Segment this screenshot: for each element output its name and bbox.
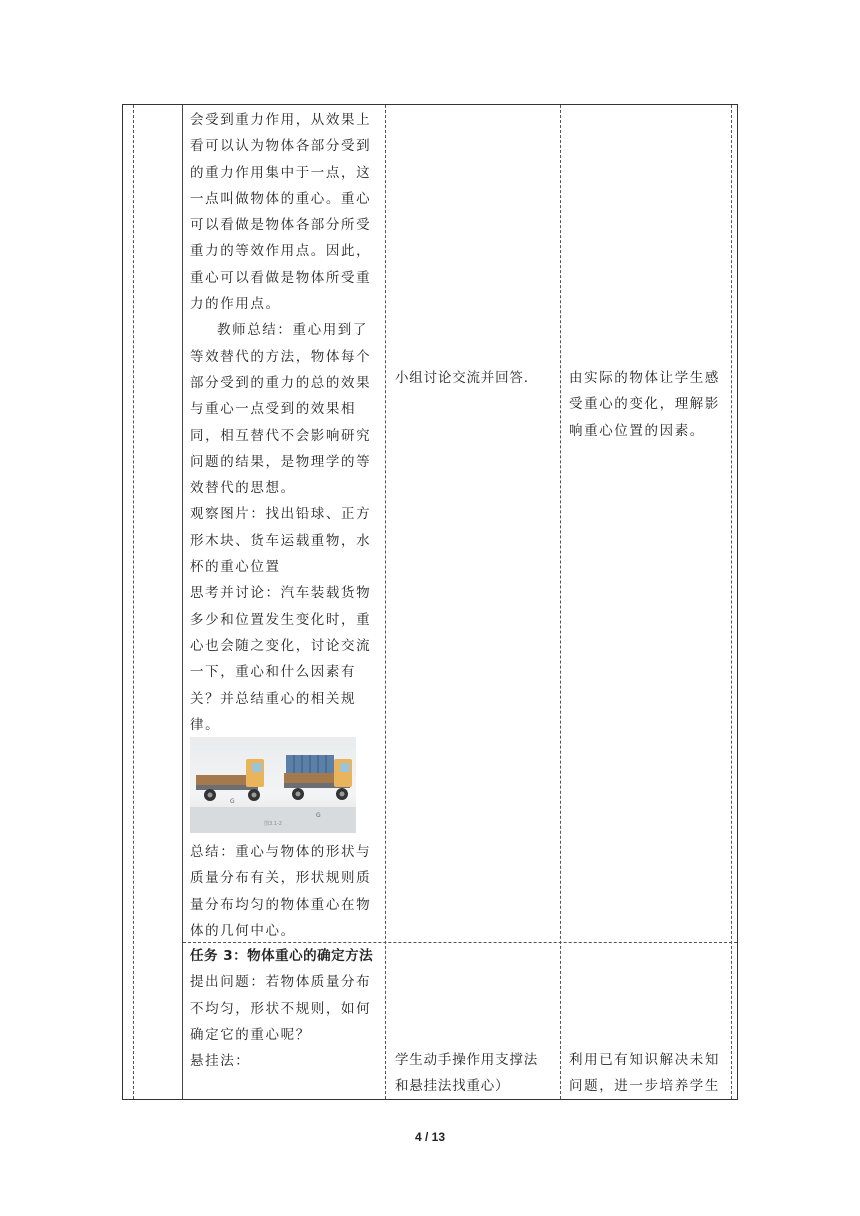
text-line: 心也会随之变化，讨论交流 — [190, 637, 372, 654]
text-line: 与重心一点受到的效果相 — [190, 401, 357, 418]
svg-text:G: G — [230, 798, 235, 805]
text-line: 不均匀，形状不规则，如何 — [190, 1000, 372, 1017]
text-line: 质量分布有关，形状规则质 — [190, 870, 372, 887]
text-line: 重力的等效作用点。因此， — [190, 243, 372, 260]
text-line: 教师总结：重心用到了 — [217, 322, 368, 339]
text-line: 多少和位置发生变化时，重 — [190, 611, 372, 628]
text-line: 律。 — [190, 716, 221, 733]
text-line: 小组讨论交流并回答. — [395, 370, 529, 386]
text-line: 体的几何中心。 — [190, 922, 296, 939]
text-line: 和悬挂法找重心） — [395, 1078, 510, 1095]
text-line: 关？并总结重心的相关规 — [190, 690, 357, 707]
text-line: 力的作用点。 — [190, 296, 281, 313]
column-divider — [385, 105, 386, 1099]
text-line: 由实际的物体让学生感 — [569, 370, 720, 386]
text-line: 部分受到的重力的总的效果 — [190, 374, 372, 391]
text-line: 响重心位置的因素。 — [569, 422, 705, 439]
column-divider — [182, 105, 183, 1099]
text-line: 悬挂法： — [190, 1053, 251, 1070]
text-line: 利用已有知识解决未知 — [569, 1052, 720, 1068]
column-divider — [133, 105, 134, 1099]
text-line: 一下，重心和什么因素有 — [190, 664, 357, 681]
student-activity-cell — [395, 365, 565, 391]
column-divider — [731, 105, 732, 1099]
text-line: 等效替代的方法，物体每个 — [190, 348, 372, 365]
summary-text — [190, 839, 382, 944]
text-line: 形木块、货车运载重物，水 — [190, 532, 372, 549]
figure-caption: 图3.1-2 — [264, 821, 282, 827]
text-line: 看可以认为物体各部分受到 — [190, 138, 372, 155]
design-intent-cell — [569, 1047, 737, 1100]
text-line: 效替代的思想。 — [190, 480, 296, 497]
column-divider — [560, 105, 561, 1099]
text-line: 思考并讨论：汽车装载货物 — [190, 585, 372, 602]
text-line: 重心可以看做是物体所受重 — [190, 269, 372, 286]
student-activity-cell — [395, 1047, 565, 1100]
text-line: 可以看做是物体各部分所受 — [190, 217, 372, 234]
design-intent-cell — [569, 365, 737, 444]
text-line: 量分布均匀的物体重心在物 — [190, 896, 372, 913]
text-line: 问题的结果，是物理学的等 — [190, 453, 372, 470]
truck-illustration — [190, 737, 356, 833]
truck-center-of-gravity-figure — [190, 737, 356, 833]
text-line: 会受到重力作用，从效果上 — [190, 112, 372, 128]
text-line: 提出问题：若物体质量分布 — [190, 974, 372, 991]
text-line: 学生动手操作用支撑法 — [395, 1052, 538, 1068]
teaching-content-cell — [190, 107, 382, 738]
text-line: 问题，进一步培养学生 — [569, 1078, 720, 1095]
text-line: 同，相互替代不会影响研究 — [190, 427, 372, 444]
task3-title: 任务 3：物体重心的确定方法 — [190, 948, 374, 964]
lesson-plan-table — [122, 104, 738, 1100]
svg-text:G: G — [316, 812, 321, 819]
task3-cell — [190, 943, 382, 1074]
page-number: 4 / 13 — [414, 1130, 446, 1144]
text-line: 确定它的重心呢？ — [190, 1026, 311, 1043]
text-line: 的重力作用集中于一点，这 — [190, 164, 372, 181]
text-line: 总结：重心与物体的形状与 — [190, 844, 372, 860]
text-line: 一点叫做物体的重心。重心 — [190, 190, 372, 207]
text-line: 观察图片：找出铅球、正方 — [190, 506, 372, 523]
text-line: 杯的重心位置 — [190, 559, 281, 576]
text-line: 受重心的变化，理解影 — [569, 396, 720, 413]
